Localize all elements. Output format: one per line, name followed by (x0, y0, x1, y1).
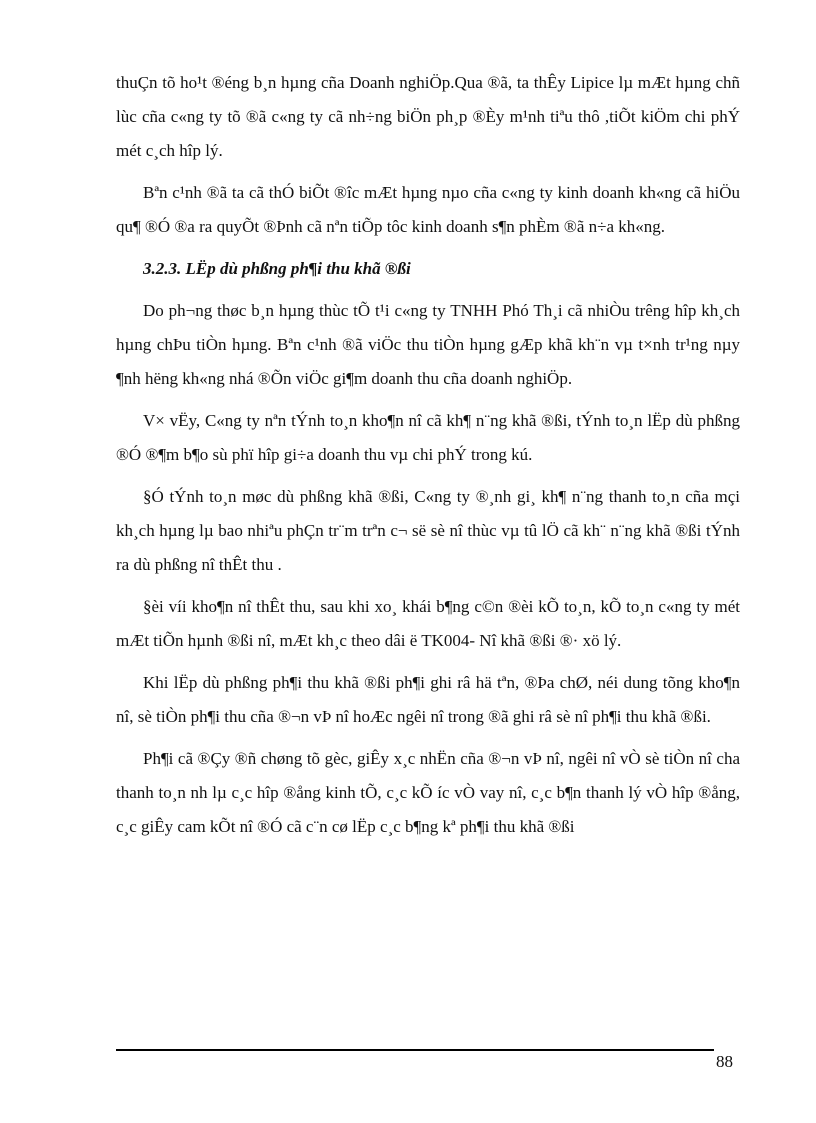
paragraph-sales-method: Do ph¬ng thøc b¸n hµng thùc tÕ t¹i c«ng ty TNHH Phó Th¸i cã nhiÒu trêng hîp kh¸ch hµng chÞu tiÒn hµng. Bªn c¹nh ®ã viÖc thu tiÒn hµng gÆp khã kh¨n vµ t×nh tr¹ng nµy ¶nh hëng kh«ng nhá ®Õn viÖc gi¶m doanh thu cña doanh nghiÖp. (116, 301, 740, 388)
document-page (116, 66, 740, 852)
paragraph-intro-continuation: thuÇn tõ ho¹t ®éng b¸n hµng cña Doanh nghiÖp.Qua ®ã, ta thÊy Lipice lµ mÆt hµng chñ lùc cña c«ng ty tõ ®ã c«ng ty cã nh÷ng biÖn ph¸p ®Èy m¹nh tiªu thô ,tiÕt kiÖm chi phÝ mét c¸ch hîp lý. (116, 73, 740, 160)
paragraph-reserve-requirements: Khi lËp dù phßng ph¶i thu khã ®ßi ph¶i ghi râ hä tªn, ®Þa chØ, néi dung tõng kho¶n nî, sè tiÒn ph¶i thu cña ®¬n vÞ nî hoÆc ngêi nî trong ®ã ghi râ sè nî ph¶i thu khã ®ßi. (116, 673, 740, 726)
paragraph-documentation: Ph¶i cã ®Çy ®ñ chøng tõ gèc, giÊy x¸c nhËn cña ®¬n vÞ nî, ngêi nî vÒ sè tiÒn nî cha thanh to¸n nh lµ c¸c hîp ®ång kinh tÕ, c¸c kÕ íc vÒ vay nî, c¸c b¶n thanh lý vÒ hîp ®ång, c¸c giÊy cam kÕt nî ®Ó cã c¨n cø lËp c¸c b¶ng kª ph¶i thu khã ®ßi (116, 749, 740, 836)
paragraph-reserve-calculation: §Ó tÝnh to¸n møc dù phßng khã ®ßi, C«ng ty ®¸nh gi¸ kh¶ n¨ng thanh to¸n cña mçi kh¸ch hµng lµ bao nhiªu phÇn tr¨m trªn c¬ së sè nî thùc vµ tû lÖ cã kh¨ n¨ng khã ®ßi tÝnh ra dù phßng nî thÊt thu . (116, 487, 740, 574)
paragraph-analysis: Bªn c¹nh ®ã ta cã thÓ biÕt ®îc mÆt hµng nµo cña c«ng ty kinh doanh kh«ng cã hiÖu qu¶ ®Ó ®a ra quyÕt ®Þnh cã nªn tiÕp tôc kinh doanh s¶n phÈm ®ã n÷a kh«ng. (116, 183, 740, 236)
paragraph-reserve-reason: V× vËy, C«ng ty nªn tÝnh to¸n kho¶n nî cã kh¶ n¨ng khã ®ßi, tÝnh to¸n lËp dù phßng ®Ó ®¶m b¶o sù phï hîp gi÷a doanh thu vµ chi phÝ trong kú. (116, 411, 740, 464)
page-number: 88 (716, 1052, 733, 1071)
footer-divider (116, 1049, 714, 1051)
paragraph-bad-debt-handling: §èi víi kho¶n nî thÊt thu, sau khi xo¸ khái b¶ng c©n ®èi kÕ to¸n, kÕ to¸n c«ng ty mét mÆt tiÕn hµnh ®ßi nî, mÆt kh¸c theo dâi ë TK004- Nî khã ®ßi ®· xö lý. (116, 597, 740, 650)
section-heading: 3.2.3. LËp dù phßng ph¶i thu khã ®ßi (143, 259, 411, 278)
